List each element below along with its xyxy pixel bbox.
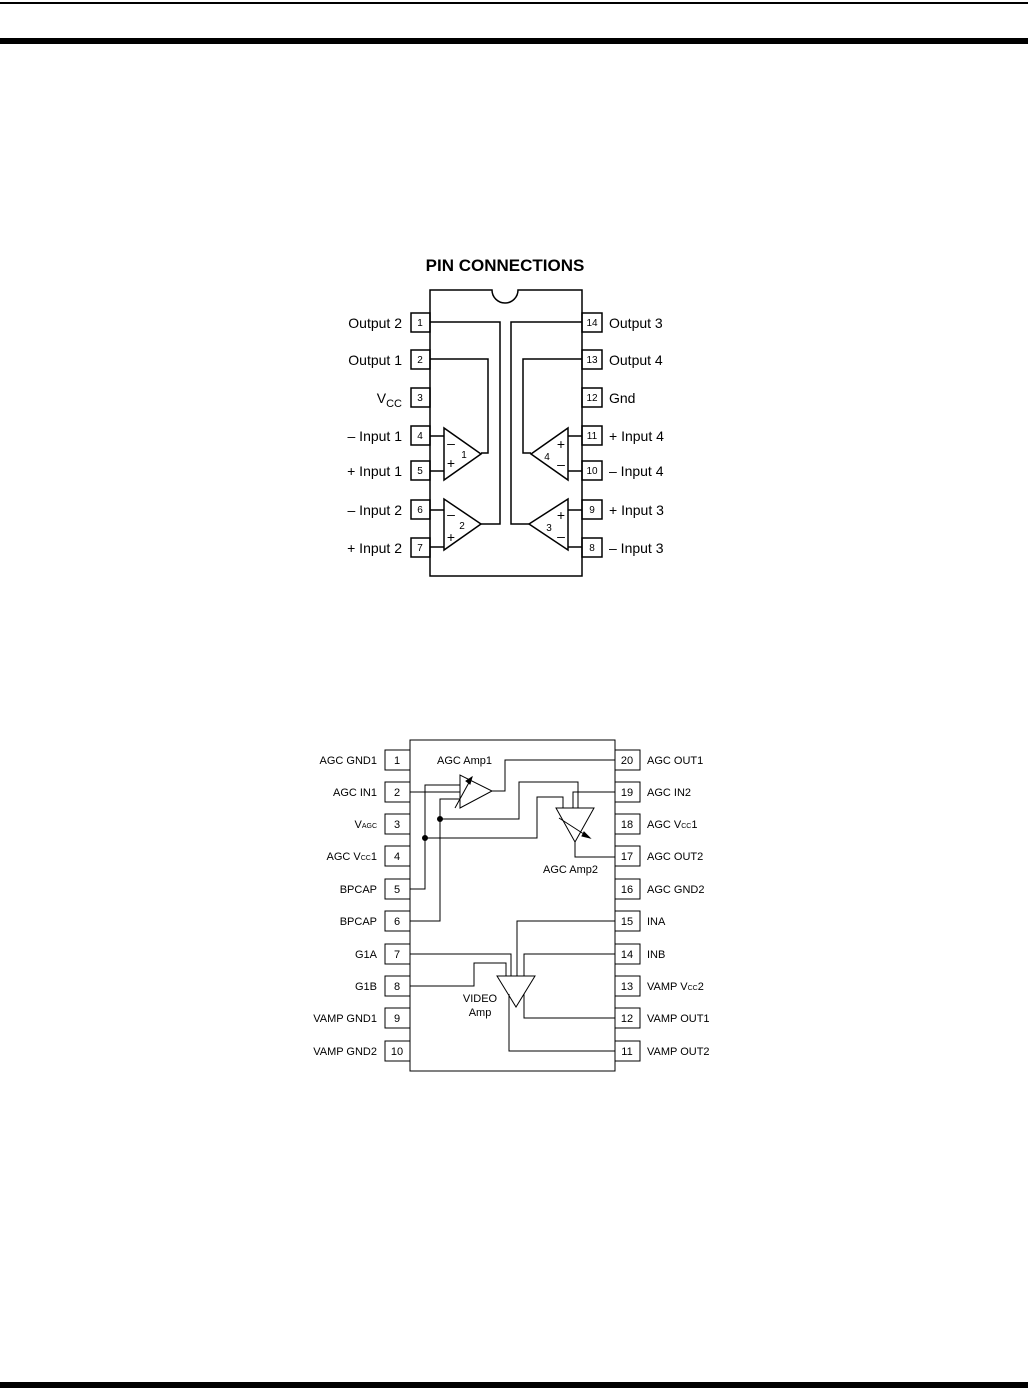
video-amp-label-line1: VIDEO xyxy=(462,993,498,1005)
pin-number: 10 xyxy=(586,466,598,477)
agc-video-amp-diagram xyxy=(385,740,640,1071)
agc-amp2-label: AGC Amp2 xyxy=(543,864,599,876)
video-amp-label-line2: Amp xyxy=(468,1007,492,1019)
pin-number: 12 xyxy=(586,393,598,404)
pin-number: 5 xyxy=(393,884,401,896)
junction-dot xyxy=(423,836,428,841)
wire-g1b xyxy=(410,963,506,986)
pin-number: 9 xyxy=(589,505,595,516)
pin-label-minus-input-2: – Input 2 xyxy=(347,502,402,518)
pin-label-vagc xyxy=(354,819,377,831)
pin-number: 11 xyxy=(621,1046,633,1058)
pin-label-g1b: G1B xyxy=(354,981,377,993)
pin-number: 8 xyxy=(393,981,401,993)
pin-label-main: AGC V xyxy=(326,851,361,863)
wire-agc-out2 xyxy=(575,842,615,857)
pin-label-main: AGC V xyxy=(647,819,682,831)
pin-label-minus-input-3: – Input 3 xyxy=(609,540,664,556)
pin-label-ina: INA xyxy=(647,916,666,928)
op-amp-number: 4 xyxy=(544,452,550,463)
pin-number: 15 xyxy=(620,916,634,928)
wire-amp1-to-amp2 xyxy=(440,782,578,819)
agc-amp1-label: AGC Amp1 xyxy=(437,755,493,767)
pin-label-bpcap6: BPCAP xyxy=(339,916,377,928)
wire-inb xyxy=(524,954,615,976)
op-amp-minus-sign: – xyxy=(557,528,565,544)
pin-label-vamp-out2: VAMP OUT2 xyxy=(647,1046,710,1058)
pin-label-plus-input-2: + Input 2 xyxy=(347,540,402,556)
wire-g1a xyxy=(410,954,511,976)
pin-number: 1 xyxy=(417,318,423,329)
pin-label-output-4: Output 4 xyxy=(609,352,663,368)
pin-number: 7 xyxy=(417,543,423,554)
op-amp-number: 2 xyxy=(459,521,465,532)
pin-label-inb: INB xyxy=(647,949,666,961)
pin-label-vamp-out1: VAMP OUT1 xyxy=(647,1013,710,1025)
pin-label-agc-vcc1-right xyxy=(647,819,697,831)
ic-package-outline xyxy=(410,740,615,1071)
pin-label-agc-gnd1: AGC GND1 xyxy=(319,755,377,767)
pin-label-sub: CC xyxy=(360,855,371,862)
pin-label-minus-input-1: – Input 1 xyxy=(347,428,402,444)
pin-number: 1 xyxy=(393,755,401,767)
pin-number: 3 xyxy=(417,393,423,404)
pin-label-output-2: Output 2 xyxy=(348,315,402,331)
pin-label-vamp-gnd1: VAMP GND1 xyxy=(313,1013,377,1025)
op-amp-minus-sign: – xyxy=(447,506,455,522)
video-amp-triangle xyxy=(497,976,535,1007)
pin-label-vamp-gnd2: VAMP GND2 xyxy=(313,1046,377,1058)
wire-vagc xyxy=(425,797,563,838)
pin-label-main: VAMP V xyxy=(647,981,688,993)
pin-label-g1a: G1A xyxy=(354,949,377,961)
pin-number: 6 xyxy=(417,505,423,516)
pin-label-suffix: 1 xyxy=(370,851,377,863)
pin-label-agc-in1: AGC IN1 xyxy=(332,787,377,799)
pin-number: 7 xyxy=(393,949,401,961)
pin-connections-text xyxy=(347,315,664,556)
pin-label-output-1: Output 1 xyxy=(348,352,402,368)
pin-number: 2 xyxy=(417,355,423,366)
pin-number: 4 xyxy=(417,431,423,442)
wire-vamp-out1 xyxy=(524,994,615,1018)
pin-number: 16 xyxy=(620,884,634,896)
pin-label-output-3: Output 3 xyxy=(609,315,663,331)
pin-number: 12 xyxy=(620,1013,634,1025)
diagram-title: PIN CONNECTIONS xyxy=(425,256,585,275)
pin-number: 9 xyxy=(393,1013,401,1025)
wire-bpcap5 xyxy=(410,785,460,889)
pin-number: 14 xyxy=(586,318,598,329)
pin-label-plus-input-4: + Input 4 xyxy=(609,428,664,444)
pin-label-agc-out2: AGC OUT2 xyxy=(647,851,704,863)
pin-label-agc-out1: AGC OUT1 xyxy=(647,755,704,767)
pin-number: 2 xyxy=(393,787,401,799)
agc-amp1-triangle xyxy=(460,775,492,808)
pin-number: 13 xyxy=(620,981,634,993)
pin-number: 6 xyxy=(393,916,401,928)
pin-label-vcc xyxy=(377,390,402,410)
pin-label-bpcap5: BPCAP xyxy=(339,884,377,896)
pin-number: 17 xyxy=(620,851,634,863)
pin-label-agc-vcc1-left xyxy=(327,851,377,863)
wire-output2 xyxy=(430,322,500,524)
pin-number: 4 xyxy=(393,851,401,863)
pin-number: 11 xyxy=(586,431,598,442)
op-amp-plus-sign: + xyxy=(556,507,566,523)
pin-label-minus-input-4: – Input 4 xyxy=(609,463,664,479)
op-amp-number: 3 xyxy=(546,523,552,534)
op-amp-plus-sign: + xyxy=(446,529,456,545)
pin-number: 19 xyxy=(620,787,634,799)
pin-number: 20 xyxy=(620,755,634,767)
junction-dot xyxy=(438,817,443,822)
op-amp-minus-sign: – xyxy=(557,456,565,472)
wire-agc-in2 xyxy=(573,792,615,808)
pin-label-sub: CC xyxy=(681,823,692,830)
pin-number: 18 xyxy=(620,819,634,831)
pin-number: 3 xyxy=(393,819,401,831)
pin-label-gnd: Gnd xyxy=(609,390,636,406)
op-amp-number: 1 xyxy=(461,450,467,461)
pin-label-agc-in2: AGC IN2 xyxy=(647,787,692,799)
pin-label-vamp-vcc2 xyxy=(647,981,704,993)
op-amp-minus-sign: – xyxy=(447,435,455,451)
wire-output3 xyxy=(511,322,582,524)
pin-connections-diagram xyxy=(411,256,602,576)
pin-number: 5 xyxy=(417,466,423,477)
wire-amp1-out xyxy=(492,760,615,791)
pin-number: 13 xyxy=(586,355,598,366)
pin-label-plus-input-1: + Input 1 xyxy=(347,463,402,479)
pin-label-plus-input-3: + Input 3 xyxy=(609,502,664,518)
op-amp-plus-sign: + xyxy=(446,455,456,471)
wire-ina xyxy=(517,921,615,976)
agc-amp2-gain-arrowhead xyxy=(582,832,590,838)
pin-number: 8 xyxy=(589,543,595,554)
op-amp-plus-sign: + xyxy=(556,436,566,452)
pin-label-vagc-sub: AGC xyxy=(361,823,377,830)
pin-label-agc-gnd2: AGC GND2 xyxy=(647,884,705,896)
pin-number: 10 xyxy=(390,1046,404,1058)
pin-label-vcc-sub: CC xyxy=(386,398,402,410)
pin-label-vcc-main: V xyxy=(376,390,387,406)
pin-number: 14 xyxy=(620,949,634,961)
agc-video-amp-text xyxy=(313,755,709,1058)
pin-label-vagc-main: V xyxy=(354,819,362,831)
pin-label-suffix: 1 xyxy=(691,819,698,831)
wire-vamp-out2 xyxy=(509,994,615,1051)
pin-label-sub: CC xyxy=(687,985,698,992)
pin-label-suffix: 2 xyxy=(697,981,704,993)
wire-bpcap6 xyxy=(410,799,460,921)
